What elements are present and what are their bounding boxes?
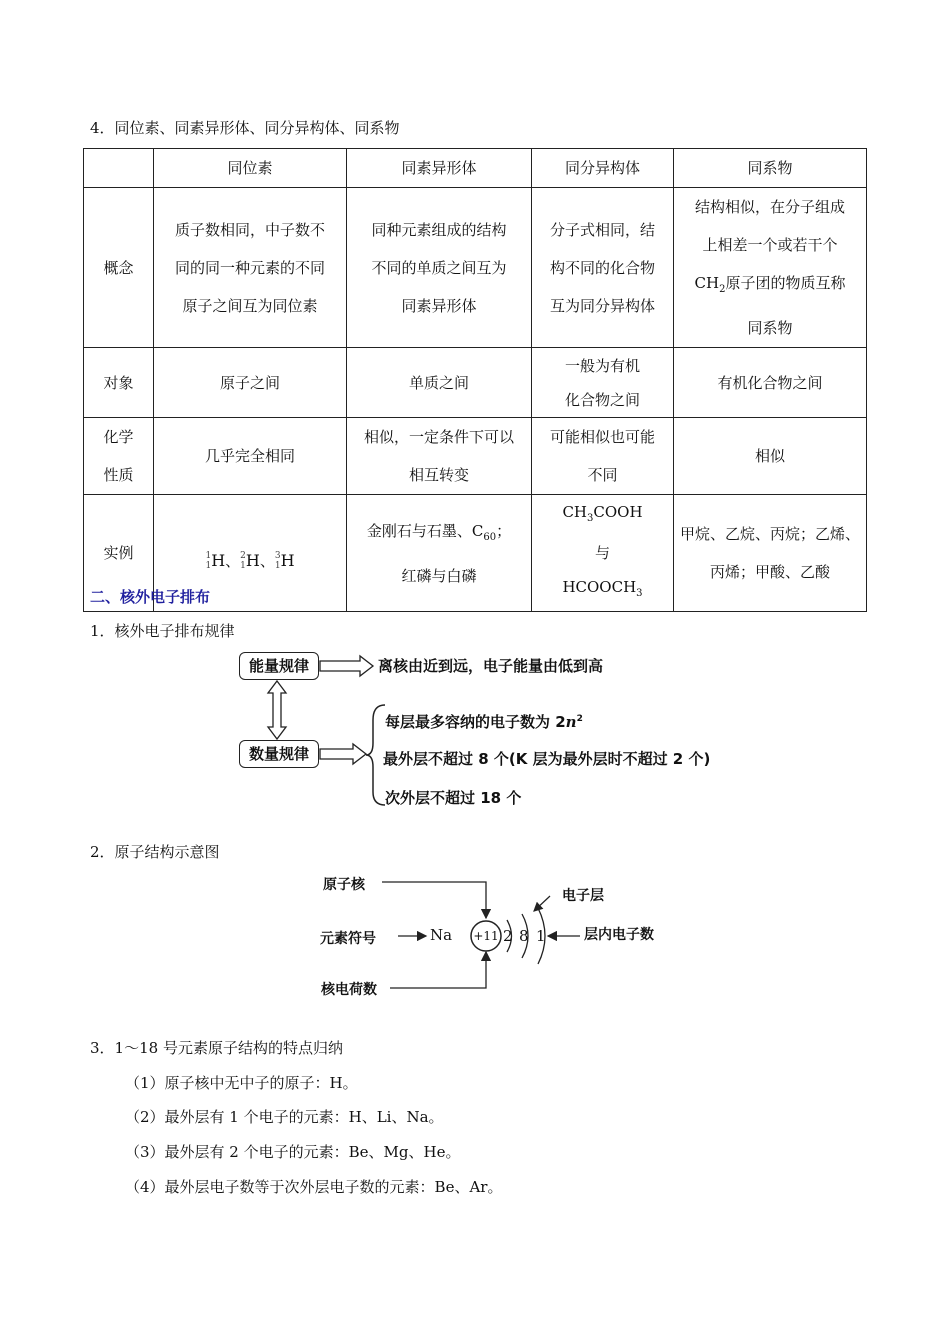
cell-line: 互为同分异构体	[549, 296, 655, 315]
cell-line: 不同的单质之间互为	[371, 258, 507, 277]
table-cell: 原子之间	[154, 348, 347, 418]
cell-line: 质子数相同，中子数不	[174, 220, 325, 239]
table-row	[84, 348, 867, 418]
item-title: 3．1～18 号元素原子结构的特点归纳	[90, 1039, 343, 1057]
table-cell	[347, 188, 532, 348]
quantity-rule-2: 最外层不超过 8 个(K 层为最外层时不超过 2 个)	[383, 750, 711, 768]
list-item: （1）原子核中无中子的原子：H。	[125, 1074, 358, 1092]
cell-line: 相似，一定条件下可以	[363, 428, 514, 446]
section-title: 4．同位素、同素异形体、同分异构体、同系物	[90, 119, 400, 137]
cell-line: 分子式相同，结	[549, 220, 655, 239]
electron-count: 8	[519, 927, 529, 945]
cell-line: 同系物	[747, 319, 793, 337]
table-cell	[532, 188, 674, 348]
table-cell	[674, 188, 867, 348]
charge-label: 核电荷数	[321, 982, 377, 998]
cell-line: 化学	[103, 428, 134, 446]
table-cell: 相似	[674, 418, 867, 495]
table-row	[84, 188, 867, 348]
nuclear-charge: +11	[473, 929, 499, 943]
cell-line: 性质	[103, 466, 134, 484]
list-item: （3）最外层有 2 个电子的元素：Be、Mg、He。	[125, 1143, 461, 1161]
table-cell: 几乎完全相同	[154, 418, 347, 495]
row-label: 对象	[84, 348, 154, 418]
header-cell: 同分异构体	[532, 149, 674, 188]
table-cell: 有机化合物之间	[674, 348, 867, 418]
quantity-rule-1: 每层最多容纳的电子数为 $2n^2$	[385, 713, 583, 731]
shell-label: 电子层	[562, 888, 604, 904]
cell-line: $CH_3COOH$	[562, 503, 643, 524]
cell-line: 金刚石与石墨、$C_{60}$；	[366, 521, 512, 543]
row-label	[84, 418, 154, 495]
electron-count: 1	[536, 927, 546, 945]
isotope-notation: 1 1 H 、 2 1 H 、 3 1 H	[205, 551, 295, 571]
cell-line: 化合物之间	[564, 390, 640, 409]
cell-line: 不同	[587, 466, 618, 484]
cell-line: 同素异形体	[401, 296, 477, 315]
element-symbol: Na	[430, 926, 453, 944]
cell-line: 同的同一种元素的不同	[174, 258, 325, 277]
cell-line: 相互转变	[408, 466, 469, 484]
table-cell	[532, 348, 674, 418]
cell-line: 同种元素组成的结构	[371, 220, 507, 239]
energy-rule-text: 离核由近到远，电子能量由低到高	[378, 657, 604, 675]
table-cell	[532, 418, 674, 495]
rules-arrows	[230, 645, 390, 810]
table-header-row	[84, 149, 867, 188]
list-item: （4）最外层电子数等于次外层电子数的元素：Be、Ar。	[125, 1178, 503, 1196]
table-cell	[532, 495, 674, 612]
table-cell	[347, 418, 532, 495]
cell-line: 结构相似，在分子组成	[694, 198, 845, 216]
quantity-rule-box: 数量规律	[239, 740, 319, 768]
cell-line: 原子之间互为同位素	[182, 296, 318, 315]
energy-rule-box: 能量规律	[239, 652, 319, 680]
header-cell: 同位素	[154, 149, 347, 188]
inner-electrons-label: 层内电子数	[584, 927, 654, 943]
cell-line: $HCOOCH_3$	[562, 578, 643, 599]
electron-count: 2	[503, 927, 513, 945]
cell-line: 与	[594, 544, 610, 562]
item-title: 1．核外电子排布规律	[90, 622, 235, 640]
cell-line: 可能相似也可能	[549, 428, 655, 446]
cell-line: 一般为有机	[564, 356, 640, 375]
cell-line: 上相差一个或若干个	[702, 236, 838, 254]
header-cell	[84, 149, 154, 188]
nucleus-label: 原子核	[323, 877, 365, 893]
table-cell: 单质之间	[347, 348, 532, 418]
header-cell: 同系物	[674, 149, 867, 188]
cell-line: 甲烷、乙烷、丙烷；乙烯、	[679, 525, 860, 543]
section-heading: 二、核外电子排布	[90, 588, 211, 606]
comparison-table	[83, 148, 867, 612]
symbol-label: 元素符号	[320, 931, 376, 947]
quantity-rule-3: 次外层不超过 18 个	[385, 789, 522, 807]
table-cell	[154, 188, 347, 348]
table-row	[84, 418, 867, 495]
item-title: 2．原子结构示意图	[90, 843, 220, 861]
cell-line: $CH_2$原子团的物质互称	[694, 274, 846, 295]
table-cell	[347, 495, 532, 612]
header-cell: 同素异形体	[347, 149, 532, 188]
cell-line: 丙烯；甲酸、乙酸	[709, 563, 830, 581]
cell-line: 构不同的化合物	[549, 258, 655, 277]
cell-line: 红磷与白磷	[401, 566, 477, 585]
table-cell	[674, 495, 867, 612]
row-label: 实例	[84, 495, 154, 612]
list-item: （2）最外层有 1 个电子的元素：H、Li、Na。	[125, 1108, 444, 1126]
row-label: 概念	[84, 188, 154, 348]
